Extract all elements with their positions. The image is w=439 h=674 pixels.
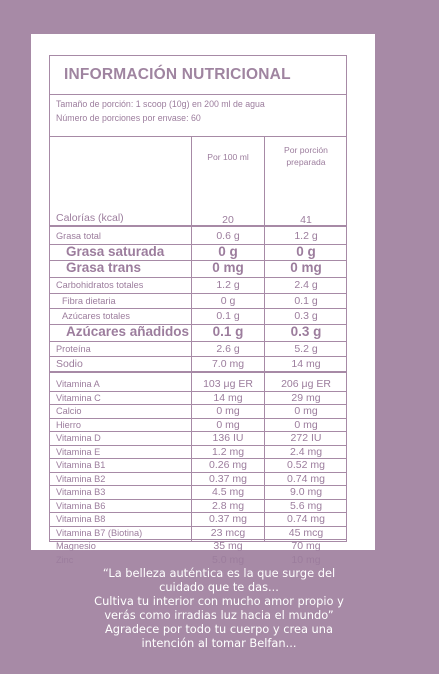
nutrient-perserving: 2.4 g [294, 279, 318, 291]
vitamin-perserving: 0 mg [294, 418, 318, 431]
nutrient-perserving: 14 mg [291, 358, 321, 370]
divider [50, 94, 346, 95]
nutrient-row [50, 278, 346, 294]
calories-per100: 20 [222, 214, 234, 226]
nutrient-perserving: 0 g [296, 244, 316, 259]
nutrient-row [50, 261, 346, 278]
vitamin-per100: 136 IU [212, 432, 244, 444]
vitamin-per100: 0.37 mg [209, 513, 247, 525]
vitamin-perserving: 70 mg [291, 540, 321, 552]
vitamin-per100: 35 mg [213, 540, 243, 552]
nutrient-per100: 0 g [218, 244, 238, 259]
vitamin-per100: 5.0 mg [211, 553, 245, 566]
vitamin-per100: 14 mg [213, 391, 243, 404]
vitamin-label: Calcio [56, 406, 82, 416]
nutrient-row [50, 245, 346, 261]
col-perserving-header-line2: preparada [286, 157, 326, 167]
nutrient-label: Proteína [56, 344, 91, 354]
col-perserving-header [265, 144, 347, 168]
nutrient-perserving: 0.3 g [290, 324, 322, 339]
vitamin-row [50, 392, 346, 406]
vitamin-per100: 23 mcg [210, 526, 246, 539]
nutrient-per100: 7.0 mg [211, 358, 245, 370]
nutrient-label: Azúcares totales [62, 311, 130, 321]
calories-row [50, 196, 346, 227]
nutrient-per100: 0.1 g [212, 324, 244, 339]
vitamin-row [50, 540, 346, 554]
vitamin-row [50, 405, 346, 419]
vitamin-label: Zinc [56, 554, 74, 565]
quote-line: intención al tomar Belfan... [141, 636, 297, 650]
vitamin-per100: 103 μg ER [203, 378, 253, 390]
vitamin-label: Vitamina C [56, 392, 101, 403]
vitamin-label: Vitamina B3 [56, 487, 106, 497]
vitamin-row [50, 473, 346, 487]
nutrient-per100: 1.2 g [216, 279, 240, 291]
nutrition-card [31, 34, 375, 566]
calories-label: Calorías (kcal) [56, 212, 124, 224]
vitamin-row [50, 446, 346, 460]
vitamin-perserving: 29 mg [291, 391, 321, 404]
nutrient-label: Sodio [56, 358, 83, 370]
nutrient-perserving: 0.1 g [294, 295, 318, 307]
vitamin-per100: 0.26 mg [209, 459, 247, 471]
vitamin-row [50, 419, 346, 433]
quote-line: cuidado que te das... [159, 580, 279, 594]
vitamin-label: Magnesio [56, 541, 96, 551]
calories-perserving: 41 [300, 214, 312, 226]
nutrient-row [50, 357, 346, 373]
vitamin-per100: 4.5 mg [211, 486, 245, 498]
col-perserving-header-line1: Por porción [284, 145, 328, 155]
divider [50, 136, 346, 137]
vitamin-perserving: 0.74 mg [287, 472, 325, 485]
nutrient-label: Carbohidratos totales [56, 280, 144, 290]
quote-line: Cultiva tu interior con mucho amor propio y [94, 594, 344, 608]
vitamin-row [50, 527, 346, 541]
nutrient-per100: 0 mg [212, 260, 244, 275]
vitamin-per100: 0.37 mg [209, 472, 247, 485]
nutrition-facts-panel [49, 55, 347, 566]
vitamin-perserving: 5.6 mg [289, 499, 323, 512]
vitamin-label: Vitamina E [56, 446, 101, 457]
vitamin-perserving: 45 mcg [288, 526, 324, 539]
quote-line: Agradece por todo tu cuerpo y crea una [105, 622, 333, 636]
vitamin-perserving: 272 IU [290, 432, 322, 444]
nutrient-row [50, 294, 346, 309]
quote-line: “La belleza auténtica es la que surge del [102, 566, 336, 580]
nutrient-perserving: 1.2 g [294, 230, 318, 242]
nutrient-label: Grasa total [56, 231, 101, 241]
vitamin-perserving: 9.0 mg [289, 486, 323, 498]
vitamin-perserving: 206 μg ER [281, 378, 331, 390]
nutrient-label: Fibra dietaria [62, 296, 116, 306]
nutrient-perserving: 0 mg [290, 260, 322, 275]
vitamin-perserving: 0 mg [294, 405, 318, 417]
quote-line: verás como irradias luz hacia el mundo” [104, 608, 334, 622]
vitamin-row [50, 554, 346, 568]
nutrient-row [50, 229, 346, 245]
vitamin-per100: 2.8 mg [211, 499, 245, 512]
nutrient-row [50, 325, 346, 342]
vitamin-row [50, 513, 346, 527]
nutrient-label: Grasa trans [66, 260, 142, 275]
nutrient-perserving: 5.2 g [294, 343, 318, 355]
vitamin-perserving: 0.52 mg [287, 459, 325, 471]
vitamin-per100: 0 mg [216, 418, 240, 431]
vitamin-row [50, 486, 346, 500]
nutrient-label: Azúcares añadidos [66, 324, 190, 339]
vitamin-label: Vitamina B1 [56, 460, 106, 470]
vitamin-per100: 0 mg [216, 405, 240, 417]
vitamin-perserving: 10 mg [291, 553, 321, 566]
brand-quote [36, 566, 402, 650]
vitamin-row [50, 500, 346, 514]
nutrient-per100: 0.6 g [216, 230, 240, 242]
vitamin-label: Hierro [56, 419, 82, 430]
nutrient-per100: 0.1 g [216, 310, 240, 322]
nutrient-label: Grasa saturada [66, 244, 165, 259]
vitamin-label: Vitamina B6 [56, 500, 106, 511]
nutrient-per100: 0 g [220, 295, 236, 307]
vitamin-label: Vitamina B2 [56, 473, 106, 484]
label-title: INFORMACIÓN NUTRICIONAL [64, 66, 291, 83]
col-per100-header: Por 100 ml [207, 152, 249, 162]
vitamin-label: Vitamina B7 (Biotina) [56, 527, 143, 538]
vitamin-label: Vitamina D [56, 433, 101, 443]
vitamin-label: Vitamina B8 [56, 514, 106, 524]
nutrient-perserving: 0.3 g [294, 310, 318, 322]
vitamin-perserving: 2.4 mg [289, 445, 323, 458]
vitamin-row [50, 432, 346, 446]
serving-size: Tamaño de porción: 1 scoop (10g) en 200 ml de agua [56, 99, 265, 109]
servings-per-container: Número de porciones por envase: 60 [56, 113, 201, 123]
nutrient-row [50, 342, 346, 357]
nutrient-per100: 2.6 g [216, 343, 240, 355]
vitamin-row [50, 459, 346, 473]
vitamin-perserving: 0.74 mg [287, 513, 325, 525]
vitamin-row [50, 378, 346, 392]
vitamin-per100: 1.2 mg [211, 445, 245, 458]
vitamin-label: Vitamina A [56, 379, 100, 389]
nutrient-row [50, 309, 346, 325]
